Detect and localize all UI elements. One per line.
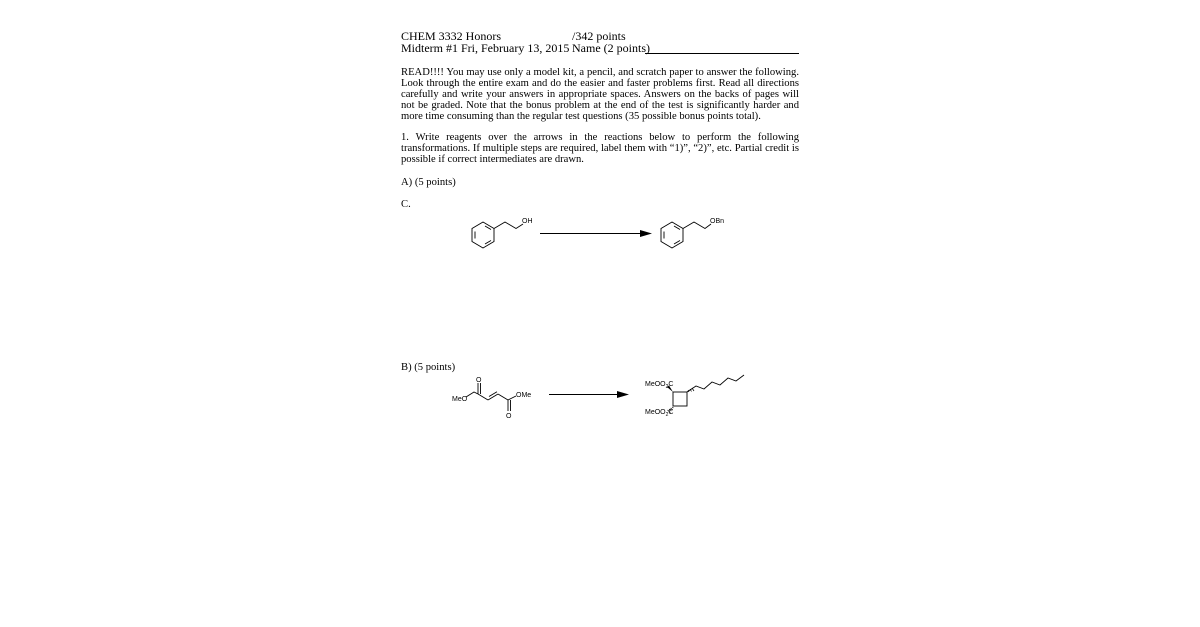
reaction-arrowhead-a [640,230,652,237]
ester-top-meo: MeO [645,381,661,388]
product-benzene-ring [661,222,683,248]
question-1-text: 1. Write reagents over the arrows in the reactions below to perform the following transformations. If multiple steps are required, label them with “1)”, “2)”, etc. Partial credit is possible if correct intermediates are drawn. [401,132,799,165]
ester-bottom-sub: 2 [665,412,669,418]
heptyl-chain [687,375,744,392]
part-b-label: B) (5 points) [401,362,456,373]
ester-top-c: C [668,381,674,388]
fumarate-skeleton [466,383,516,411]
total-points: /342 points [572,29,626,43]
ester-top-o: O [660,381,666,388]
hash-bond-chain [688,388,694,392]
part-a-label: A) (5 points) [401,177,456,188]
carbonyl-o-top: O [476,377,482,384]
ester-bottom-meo: MeO [645,409,661,416]
midterm-date: Midterm #1 Fri, February 13, 2015 [401,41,570,55]
reactant-ethyl-chain [494,222,523,229]
ester-bottom-c: C [668,409,674,416]
methoxy-right-label: OMe [516,392,532,399]
ester-top-sub: 2 [665,384,669,390]
ester-label-bottom [645,409,673,418]
methoxy-left-label: MeO [452,396,468,403]
reaction-arrowhead-b [617,391,629,398]
reactant-benzene-ring [472,222,494,248]
carbonyl-o-bottom: O [506,413,512,420]
hydroxyl-label: OH [522,218,533,225]
part-a-sublabel: C. [401,199,411,210]
name-label: Name (2 points) [572,41,650,55]
benzyloxy-label: OBn [710,218,725,225]
instructions-paragraph: READ!!!! You may use only a model kit, a pencil, and scratch paper to answer the following. Look through the entire exam and do the easier and faster problems first. Read all directions carefully and write your answers in appropriate spaces. Answers on the backs of pages will not be graded. Note that the bonus problem at the end of the test is significantly harder and more time consuming than the regular test questions (35 possible bonus points total). [401,67,799,122]
ester-bottom-o: O [660,409,666,416]
course-title: CHEM 3332 Honors [401,29,502,43]
cyclobutane-ring [673,392,687,406]
product-ethyl-chain [683,222,711,229]
